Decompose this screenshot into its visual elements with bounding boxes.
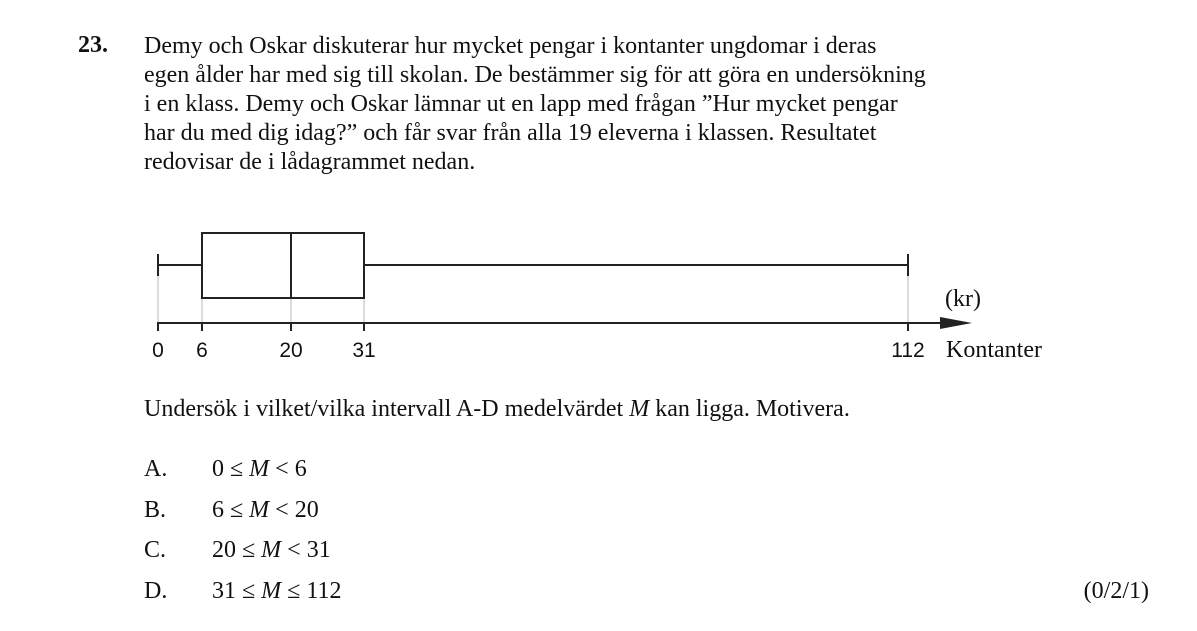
option-var: M [249, 497, 270, 523]
tick-label: 0 [152, 339, 164, 362]
option-rhs: < 20 [269, 497, 319, 523]
task-variable: M [629, 396, 650, 422]
task-before: Undersök i vilket/vilka intervall A-D medelvärdet [144, 396, 630, 422]
task-after: kan ligga. Motivera. [649, 396, 850, 422]
question-number: 23. [78, 32, 108, 58]
option-letter: C. [144, 537, 167, 563]
option-lhs: 0 ≤ [212, 456, 250, 482]
option-rhs: ≤ 112 [281, 578, 342, 604]
question-line: Demy och Oskar diskuterar hur mycket pengar i kontanter ungdomar i deras [144, 33, 877, 59]
option-lhs: 31 ≤ [212, 578, 262, 604]
box-iqr [202, 233, 364, 298]
option-d [144, 578, 341, 605]
task-text [144, 396, 850, 423]
option-var: M [249, 456, 270, 482]
option-b [144, 497, 319, 524]
tick-label: 6 [196, 339, 208, 362]
question-line: i en klass. Demy och Oskar lämnar ut en lapp med frågan ”Hur mycket pengar [144, 91, 898, 117]
option-rhs: < 6 [269, 456, 307, 482]
option-var: M [261, 578, 282, 604]
question-line: redovisar de i lådagrammet nedan. [144, 149, 476, 175]
tick-label: 20 [279, 339, 303, 362]
option-letter: B. [144, 497, 167, 523]
tick-label: 31 [352, 339, 376, 362]
option-var: M [261, 537, 282, 563]
unit-label: (kr) [945, 286, 981, 312]
option-letter: A. [144, 456, 168, 482]
question-line: har du med dig idag?” och får svar från alla 19 eleverna i klassen. Resultatet [144, 120, 877, 146]
option-lhs: 6 ≤ [212, 497, 250, 523]
x-axis-arrow [940, 317, 972, 329]
option-rhs: < 31 [281, 537, 331, 563]
x-axis-label: Kontanter [946, 337, 1042, 363]
option-a [144, 456, 307, 483]
points-score: (0/2/1) [1083, 578, 1149, 604]
option-c [144, 537, 331, 564]
question-line: egen ålder har med sig till skolan. De bestämmer sig för att göra en undersökning [144, 62, 926, 88]
option-letter: D. [144, 578, 168, 604]
option-lhs: 20 ≤ [212, 537, 262, 563]
tick-label: 112 [891, 339, 925, 362]
